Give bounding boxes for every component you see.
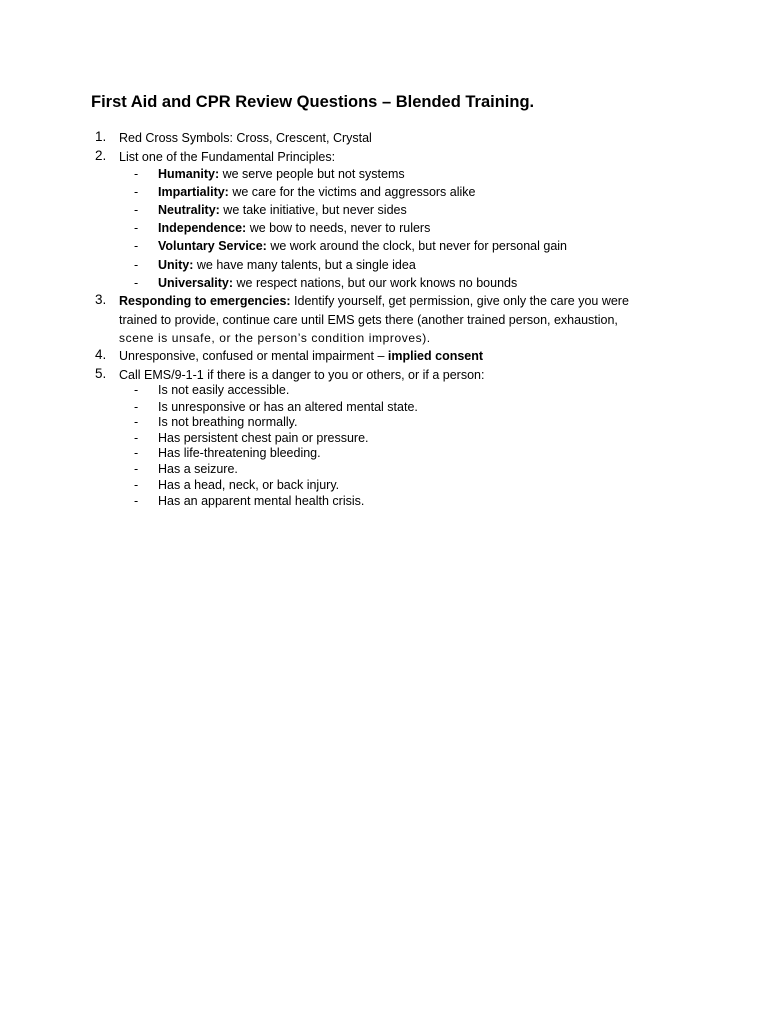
principle-text: we respect nations, but our work knows no bounds	[233, 276, 518, 290]
principle-voluntary-service	[158, 239, 567, 253]
ems-criterion: Is not breathing normally.	[158, 415, 298, 429]
principle-text: we have many talents, but a single idea	[193, 258, 416, 272]
ems-criterion: Is not easily accessible.	[158, 383, 290, 397]
item-text-3-line-2: trained to provide, continue care until EMS gets there (another trained person, exhaustion,	[119, 313, 618, 327]
principle-humanity	[158, 167, 405, 181]
principle-impartiality	[158, 185, 476, 199]
bullet-dash: -	[134, 276, 139, 290]
principle-label: Humanity:	[158, 167, 220, 181]
ems-criterion: Has an apparent mental health crisis.	[158, 494, 365, 508]
ems-criterion: Has persistent chest pain or pressure.	[158, 431, 369, 445]
item-number-4: 4.	[95, 347, 107, 362]
bullet-dash: -	[134, 167, 139, 181]
bullet-dash: -	[134, 185, 139, 199]
principle-unity	[158, 258, 416, 272]
item-number-5: 5.	[95, 366, 107, 381]
principle-label: Universality:	[158, 276, 234, 290]
ems-criterion: Has a head, neck, or back injury.	[158, 478, 340, 492]
item-text-4-bold: implied consent	[387, 349, 484, 363]
bullet-dash: -	[134, 239, 139, 253]
item-text-4	[119, 349, 483, 363]
principle-label: Voluntary Service:	[158, 239, 267, 253]
principle-label: Impartiality:	[158, 185, 229, 199]
bullet-dash: -	[134, 446, 139, 460]
principle-text: we care for the victims and aggressors alike	[228, 185, 476, 199]
bullet-dash: -	[134, 258, 139, 272]
item-text-1: Red Cross Symbols: Cross, Crescent, Crystal	[119, 131, 372, 145]
page-title: First Aid and CPR Review Questions – Blended Training.	[91, 93, 535, 111]
ems-criterion: Has life-threatening bleeding.	[158, 446, 321, 460]
bullet-dash: -	[134, 494, 139, 508]
bullet-dash: -	[134, 400, 139, 414]
item-text-2: List one of the Fundamental Principles:	[119, 150, 336, 164]
item-number-1: 1.	[95, 129, 107, 144]
bullet-dash: -	[134, 383, 139, 397]
principle-label: Neutrality:	[158, 203, 220, 217]
principle-neutrality	[158, 203, 407, 217]
item-label-3: Responding to emergencies:	[119, 294, 291, 308]
principle-text: we work around the clock, but never for personal gain	[266, 239, 568, 253]
item-text-3-line-1	[119, 294, 629, 308]
bullet-dash: -	[134, 415, 139, 429]
item-text-5: Call EMS/9-1-1 if there is a danger to you or others, or if a person:	[119, 368, 485, 382]
bullet-dash: -	[134, 221, 139, 235]
principle-text: we bow to needs, never to rulers	[246, 221, 431, 235]
ems-criterion: Is unresponsive or has an altered mental state.	[158, 400, 418, 414]
principle-label: Independence:	[158, 221, 247, 235]
principle-universality	[158, 276, 517, 290]
item-number-2: 2.	[95, 148, 107, 163]
principle-independence	[158, 221, 430, 235]
principle-text: we serve people but not systems	[219, 167, 405, 181]
item-text-4-plain: Unresponsive, confused or mental impairment –	[119, 349, 388, 363]
principle-text: we take initiative, but never sides	[219, 203, 407, 217]
item-text-3-line-3: scene is unsafe, or the person’s condition improves).	[119, 331, 431, 345]
item-text-3: Identify yourself, get permission, give only the care you were	[290, 294, 629, 308]
bullet-dash: -	[134, 462, 139, 476]
principle-label: Unity:	[158, 258, 194, 272]
ems-criterion: Has a seizure.	[158, 462, 238, 476]
bullet-dash: -	[134, 203, 139, 217]
bullet-dash: -	[134, 431, 139, 445]
bullet-dash: -	[134, 478, 139, 492]
item-number-3: 3.	[95, 292, 107, 307]
